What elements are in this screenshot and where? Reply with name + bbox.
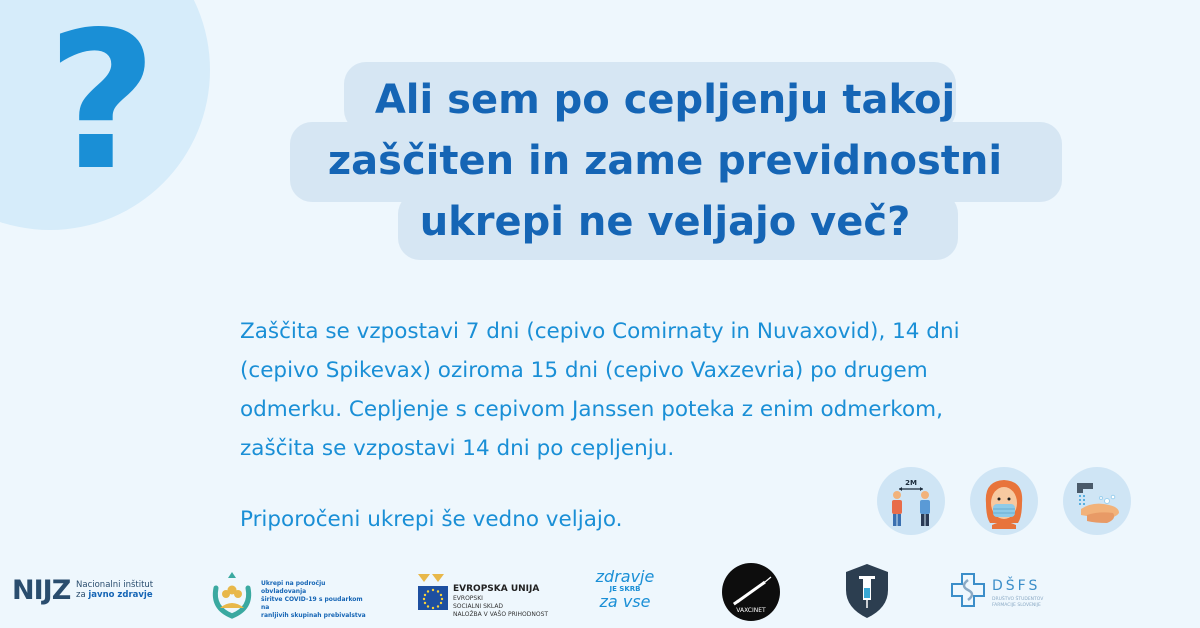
covid-line-3: ranljivih skupinah prebivalstva	[261, 612, 366, 619]
body-line-2: (cepivo Spikevax) oziroma 15 dni (cepivo Vaxzevria) po drugem	[240, 358, 928, 383]
zdravje-logo	[590, 568, 660, 620]
body-text	[240, 312, 1170, 468]
zdravje-line-2: JE SKRB	[609, 585, 641, 593]
body-line-4: zaščita se vzpostavi 14 dni po cepljenju.	[240, 436, 675, 461]
dsfs-sub-1: DRUŠTVO ŠTUDENTOV	[992, 597, 1044, 602]
headline-line-3: ukrepi ne veljajo več?	[419, 199, 911, 245]
body-line-3: odmerku. Cepljenje s cepivom Janssen poteka z enim odmerkom,	[240, 397, 943, 422]
eu-logo-text	[453, 584, 553, 619]
zdravje-line-3: za vse	[599, 592, 651, 611]
covid-project-text	[261, 580, 371, 620]
nijz-line-2-prefix: za	[76, 590, 89, 600]
vaxcinet-text: VAXCINET	[736, 607, 766, 614]
nijz-line-2-bold: javno zdravje	[88, 590, 153, 600]
mask-icon	[970, 467, 1038, 535]
headline-line-1: Ali sem po cepljenju takoj	[374, 77, 956, 123]
dsfs-sub-2: FARMACIJE SLOVENIJE	[992, 603, 1041, 608]
shield-syringe-logo	[843, 562, 891, 620]
eu-line-3: SOCIALNI SKLAD	[453, 603, 504, 610]
distance-label: 2M	[905, 479, 917, 487]
nijz-line-1: Nacionalni inštitut	[76, 580, 154, 590]
eu-flag-logo	[416, 572, 450, 612]
question-mark-icon: ?	[46, 0, 158, 212]
eu-line-4: NALOŽBA V VAŠO PRIHODNOST	[453, 611, 549, 618]
eu-main-label: EVROPSKA UNIJA	[453, 584, 540, 594]
closing-text: Priporočeni ukrepi še vedno veljajo.	[240, 507, 623, 532]
distance-icon	[877, 467, 945, 535]
eu-line-2: EVROPSKI	[453, 595, 483, 602]
handwash-icon	[1063, 467, 1131, 535]
body-line-1: Zaščita se vzpostavi 7 dni (cepivo Comirnaty in Nuvaxovid), 14 dni	[240, 319, 960, 344]
covid-project-logo	[206, 568, 258, 620]
nijz-logo-text	[76, 580, 166, 600]
nijz-logo-mark: NIJZ	[12, 575, 71, 606]
zdravje-line-1: zdravje	[595, 567, 655, 586]
dsfs-subtitle	[992, 597, 1082, 609]
headline-line-2: zaščiten in zame previdnostni	[327, 138, 1003, 184]
covid-line-2: širitve COVID-19 s poudarkom na	[261, 596, 363, 611]
covid-line-1: Ukrepi na področju obvladovanja	[261, 580, 326, 595]
dsfs-logo-mark	[948, 570, 988, 610]
vaxcinet-logo	[721, 562, 781, 622]
headline	[290, 70, 1040, 253]
dsfs-name: DŠFS	[992, 578, 1041, 594]
